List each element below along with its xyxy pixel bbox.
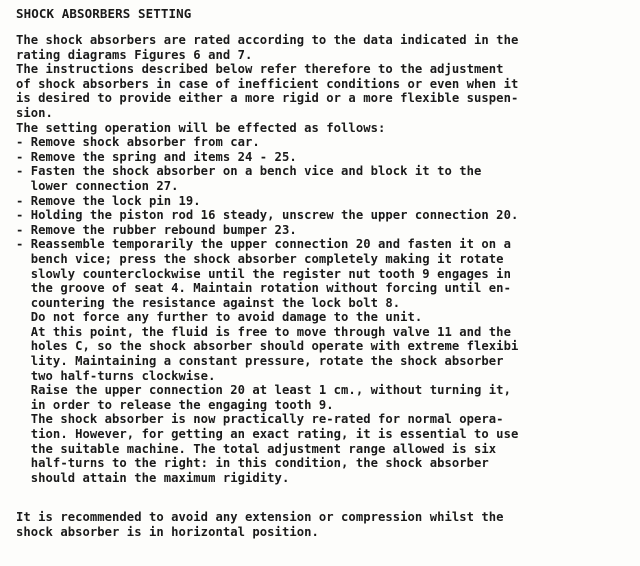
step-line: countering the resistance against the lock bolt 8. [16, 295, 401, 310]
step-line: should attain the maximum rigidity. [16, 470, 290, 485]
step-line: lity. Maintaining a constant pressure, rotate the shock absorber [16, 354, 504, 369]
step-line: the groove of seat 4. Maintain rotation without forcing until en- [16, 281, 511, 296]
body-line: rating diagrams Figures 6 and 7. [16, 47, 253, 62]
step-line: - Remove the lock pin 19. [16, 193, 201, 208]
body-line: The shock absorbers are rated according to the data indicated in the [16, 33, 519, 47]
step-line: - Remove the rubber rebound bumper 23. [16, 222, 297, 237]
step-line: holes C, so the shock absorber should operate with extreme flexibi [16, 339, 519, 354]
step-line: bench vice; press the shock absorber completely making it rotate [16, 251, 504, 266]
body-line: is desired to provide either a more rigid or a more flexible suspen- [16, 91, 519, 106]
step-line: - Reassemble temporarily the upper connection 20 and fasten it on a [16, 237, 511, 252]
closing-line: shock absorber is in horizontal position. [16, 524, 319, 539]
step-line: Raise the upper connection 20 at least 1 cm., without turning it, [16, 383, 511, 398]
body-line: The setting operation will be effected as follows: [16, 120, 386, 135]
step-line: in order to release the engaging tooth 9. [16, 397, 334, 412]
instructions-body [16, 33, 628, 485]
step-line: At this point, the fluid is free to move through valve 11 and the [16, 324, 511, 339]
document-title: SHOCK ABSORBERS SETTING [16, 6, 192, 21]
step-line: lower connection 27. [16, 178, 179, 193]
body-line: of shock absorbers in case of inefficient conditions or even when it [16, 76, 519, 91]
closing-note [16, 510, 628, 539]
body-line: sion. [16, 105, 53, 120]
step-line: tion. However, for getting an exact rating, it is essential to use [16, 427, 519, 442]
step-line: - Remove the spring and items 24 - 25. [16, 149, 297, 164]
step-line: two half-turns clockwise. [16, 368, 216, 383]
body-line: The instructions described below refer therefore to the adjustment [16, 62, 504, 77]
step-line: The shock absorber is now practically re-rated for normal opera- [16, 412, 504, 427]
step-line: the suitable machine. The total adjustment range allowed is six [16, 441, 497, 456]
step-line: slowly counterclockwise until the register nut tooth 9 engages in [16, 266, 511, 281]
step-line: Do not force any further to avoid damage to the unit. [16, 310, 423, 325]
step-line: - Holding the piston rod 16 steady, unscrew the upper connection 20. [16, 208, 519, 223]
closing-line: It is recommended to avoid any extension or compression whilst the [16, 510, 504, 524]
step-line: - Fasten the shock absorber on a bench vice and block it to the [16, 164, 482, 179]
step-line: - Remove shock absorber from car. [16, 135, 260, 150]
step-line: half-turns to the right: in this condition, the shock absorber [16, 456, 489, 471]
